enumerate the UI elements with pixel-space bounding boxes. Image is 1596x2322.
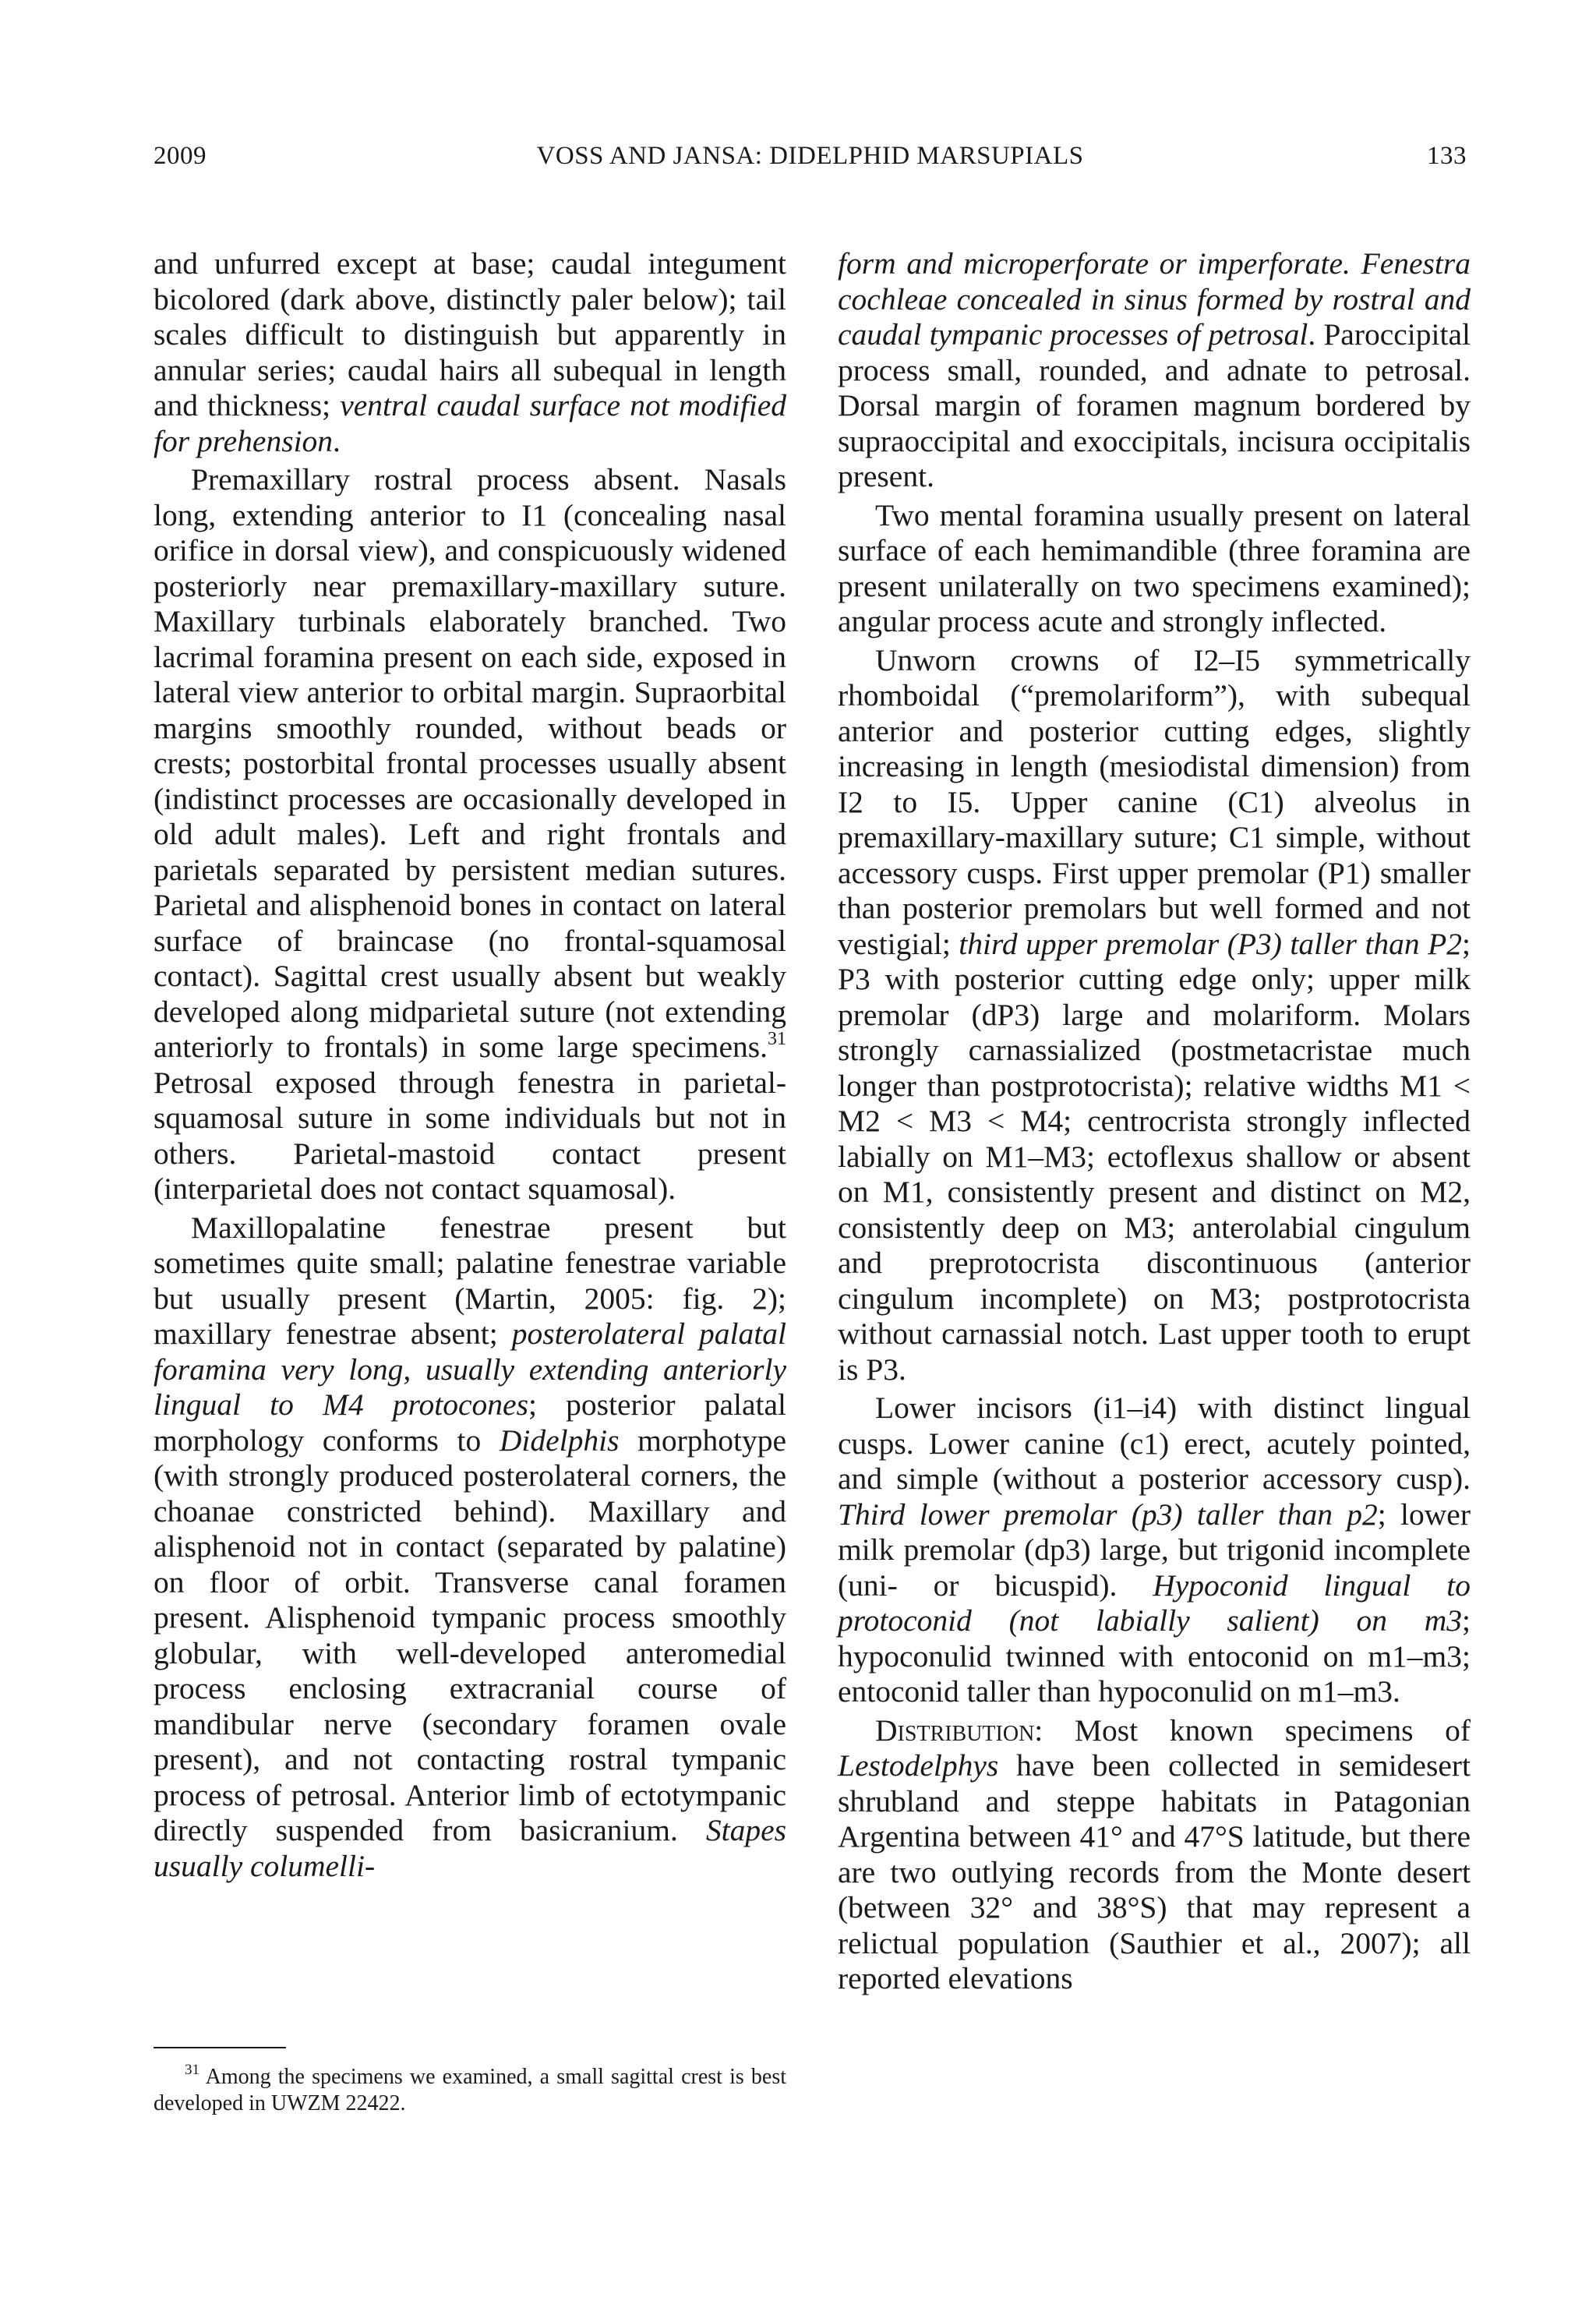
- running-header: [154, 142, 1467, 181]
- footnote: [154, 2064, 786, 2117]
- paragraph-mandible-description: Two mental foramina usually present on lateral surface of each hemimandible (three foramina are present unilaterally on two specimens examined); angular process acute and strongly inflected.: [838, 497, 1471, 638]
- header-year: 2009: [154, 142, 207, 170]
- footnote-number: 31: [185, 2062, 200, 2078]
- footnote-marker[interactable]: 31: [768, 1029, 786, 1049]
- paragraph-palate-description: Maxillopalatine fenestrae present but sometimes quite small; palatine fenestrae variable but usually present (Martin, 2005: fig. 2); maxillary fenestrae absent; posterolateral palatal foramina very long, usually extending anteriorly lingual to M4 protocones; posterior palatal morphology conforms to Didelphis morphotype (with strongly produced posterolateral corners, the choanae constricted behind). Maxillary and alisphenoid not in contact (separated by palatine) on floor of orbit. Transverse canal foramen present. Alisphenoid tympanic process smoothly globular, with well-developed anteromedial process enclosing extracranial course of mandibular nerve (secondary foramen ovale present), and not contacting rostral tympanic process of petrosal. Anterior limb of ectotympanic directly suspended from basicranium. Stapes usually columelli-: [154, 1210, 787, 1883]
- running-head-title: VOSS AND JANSA: DIDELPHID MARSUPIALS: [536, 142, 1084, 170]
- paragraph-distribution: Distribution: Most known specimens of Lestodelphys have been collected in semidesert shrubland and steppe habitats in Patagonian Argentina between 41° and 47°S latitude, but there are two outlying records from the Monte desert (between 32° and 38°S) that may represent a relictual population (Sauthier et al., 2007); all reported elevations: [838, 1712, 1471, 1995]
- paragraph-petrosal-continuation: form and microperforate or imperforate. Fenestra cochleae concealed in sinus formed by rostral and caudal tympanic processes of petrosal. Paroccipital process small, rounded, and adnate to petrosal. Dorsal margin of foramen magnum bordered by supraoccipital and exoccipitals, incisura occipitalis present.: [838, 246, 1471, 493]
- footnote-text: Among the specimens we examined, a small sagittal crest is best developed in UWZM 22422.: [154, 2065, 786, 2115]
- paragraph-skull-description: Premaxillary rostral process absent. Nasals long, extending anterior to I1 (concealing nasal orifice in dorsal view), and conspicuously widened posteriorly near premaxillary-maxillary suture. Maxillary turbinals elaborately branched. Two lacrimal foramina present on each side, exposed in lateral view anterior to orbital margin. Supraorbital margins smoothly rounded, without beads or crests; postorbital frontal processes usually absent (indistinct processes are occasionally developed in old adult males). Left and right frontals and parietals separated by persistent median sutures. Parietal and alisphenoid bones in contact on lateral surface of braincase (no frontal-squamosal contact). Sagittal crest usually absent but weakly developed along midparietal suture (not extending anteriorly to frontals) in some large specimens.$^{31}$ Petrosal exposed through fenestra in parietal-squamosal suture in some individuals but not in others. Parietal-mastoid contact present (interparietal does not contact squamosal).: [154, 462, 786, 1206]
- page-number: 133: [1427, 142, 1467, 170]
- section-label-distribution: Distribution: [875, 1712, 1035, 1748]
- paragraph-lower-dentition: Lower incisors (i1–i4) with distinct lingual cusps. Lower canine (c1) erect, acutely pointed, and simple (without a posterior accessory cusp). Third lower premolar (p3) taller than p2; lower milk premolar (dp3) large, but trigonid incomplete (uni- or bicuspid). Hypoconid lingual to protoconid (not labially salient) on m3; hypoconulid twinned with entoconid on m1–m3; entoconid taller than hypoconulid on m1–m3.: [838, 1391, 1471, 1709]
- paragraph-tail-description: and unfurred except at base; caudal integument bicolored (dark above, distinctly paler below); tail scales difficult to distinguish but apparently in annular series; caudal hairs all subequal in length and thickness; ventral caudal surface not modified for prehension.: [154, 246, 786, 458]
- left-column: [154, 246, 786, 1887]
- paragraph-upper-dentition: Unworn crowns of I2–I5 symmetrically rhomboidal (“premolariform”), with subequal anterior and posterior cutting edges, slightly increasing in length (mesiodistal dimension) from I2 to I5. Upper canine (C1) alveolus in premaxillary-maxillary suture; C1 simple, without accessory cusps. First upper premolar (P1) smaller than posterior premolars but well formed and not vestigial; third upper premolar (P3) taller than P2; P3 with posterior cutting edge only; upper milk premolar (dP3) large and molariform. Molars strongly carnassialized (postmetacristae much longer than postprotocrista); relative widths M1 < M2 < M3 < M4; centrocrista strongly inflected labially on M1–M3; ectoflexus shallow or absent on M1, consistently present and distinct on M2, consistently deep on M3; anterolabial cingulum and preprotocrista discontinuous (anterior cingulum incomplete) on M3; postprotocrista without carnassial notch. Last upper tooth to erupt is P3.: [838, 642, 1471, 1387]
- footnote-rule: [154, 2047, 286, 2048]
- right-column: [838, 246, 1471, 2000]
